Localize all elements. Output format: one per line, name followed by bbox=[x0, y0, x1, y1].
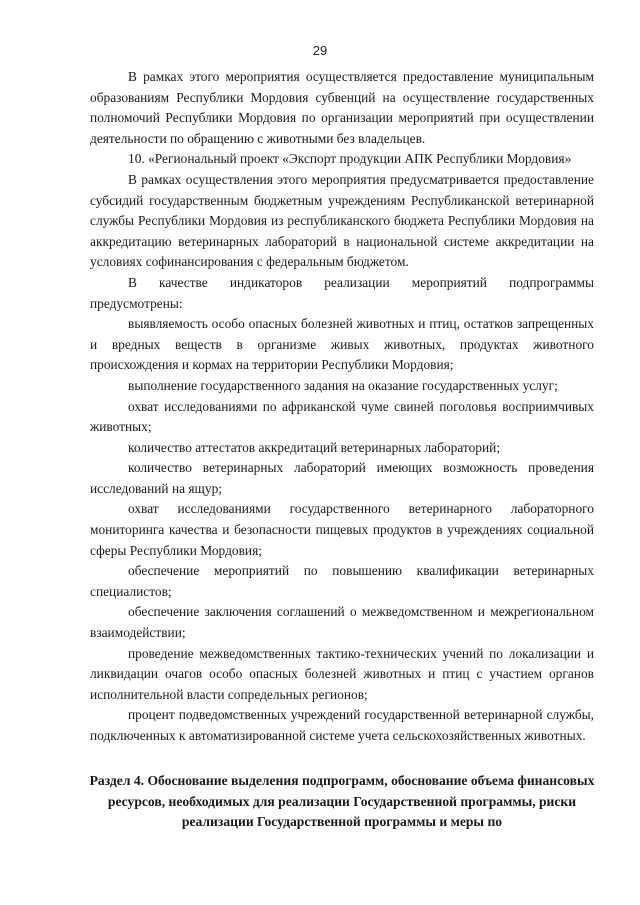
indicator-item: количество ветеринарных лабораторий имеющих возможность проведения исследований на ящур; bbox=[90, 460, 594, 496]
indicator-item: охват исследованиями по африканской чуме свиней поголовья восприимчивых животных; bbox=[90, 398, 594, 435]
paragraph-subsidies: В рамках осуществления этого мероприятия предусматривается предоставление субсидий государственным бюджетным учреждениям Республиканской ветеринарной службы Республики Мордовия из республиканского бюджета Республики Мордовия на аккредитацию ветеринарных лабораторий в национальной системе аккредитации на условиях софинансирования с федеральным бюджетом. bbox=[90, 171, 594, 270]
page-number: 29 bbox=[312, 43, 328, 58]
indicator-item: выявляемость особо опасных болезней животных и птиц, остатков запрещенных и вредных веществ в организме живых животных, продуктах животного происхождения и кормах на территории Республики Мордовия; bbox=[90, 316, 594, 373]
indicator-item: обеспечение заключения соглашений о межведомственном и межрегиональном взаимодействии; bbox=[90, 604, 594, 641]
indicator-item: выполнение государственного задания на оказание государственных услуг; bbox=[128, 377, 558, 393]
paragraph-regional-project-title: 10. «Региональный проект «Экспорт продукции АПК Республики Мордовия» bbox=[128, 151, 572, 167]
section-heading: Раздел 4. Обоснование выделения подпрограмм, обоснование объема финансовых ресурсов, необходимых для реализации Государственной программы, риски реализации Государственной программы и меры по bbox=[89, 773, 595, 829]
indicator-item: количество аттестатов аккредитаций ветеринарных лабораторий; bbox=[128, 439, 501, 455]
indicator-item: охват исследованиями государственного ветеринарного лабораторного мониторинга качества и безопасности пищевых продуктов в учреждениях социальной сферы Республики Мордовия; bbox=[90, 501, 594, 558]
indicator-item: процент подведомственных учреждений государственной ветеринарной службы, подключенных к автоматизированной системе учета сельскохозяйственных животных. bbox=[90, 707, 594, 743]
paragraph-subventions: В рамках этого мероприятия осуществляется предоставление муниципальным образованиям Республики Мордовия субвенций на осуществление государственных полномочий Республики Мордовия по организации мероприятий при осуществлении деятельности по обращению с животными без владельцев. bbox=[90, 69, 594, 146]
indicator-item: проведение межведомственных тактико-технических учений по локализации и ликвидации очагов особо опасных болезней животных и птиц с участием органов исполнительной власти сопредельных регионов; bbox=[90, 645, 594, 702]
body-text bbox=[90, 67, 594, 747]
paragraph-indicators-intro: В качестве индикаторов реализации мероприятий подпрограммы предусмотрены: bbox=[90, 274, 594, 311]
indicator-item: обеспечение мероприятий по повышению квалификации ветеринарных специалистов; bbox=[90, 563, 594, 599]
